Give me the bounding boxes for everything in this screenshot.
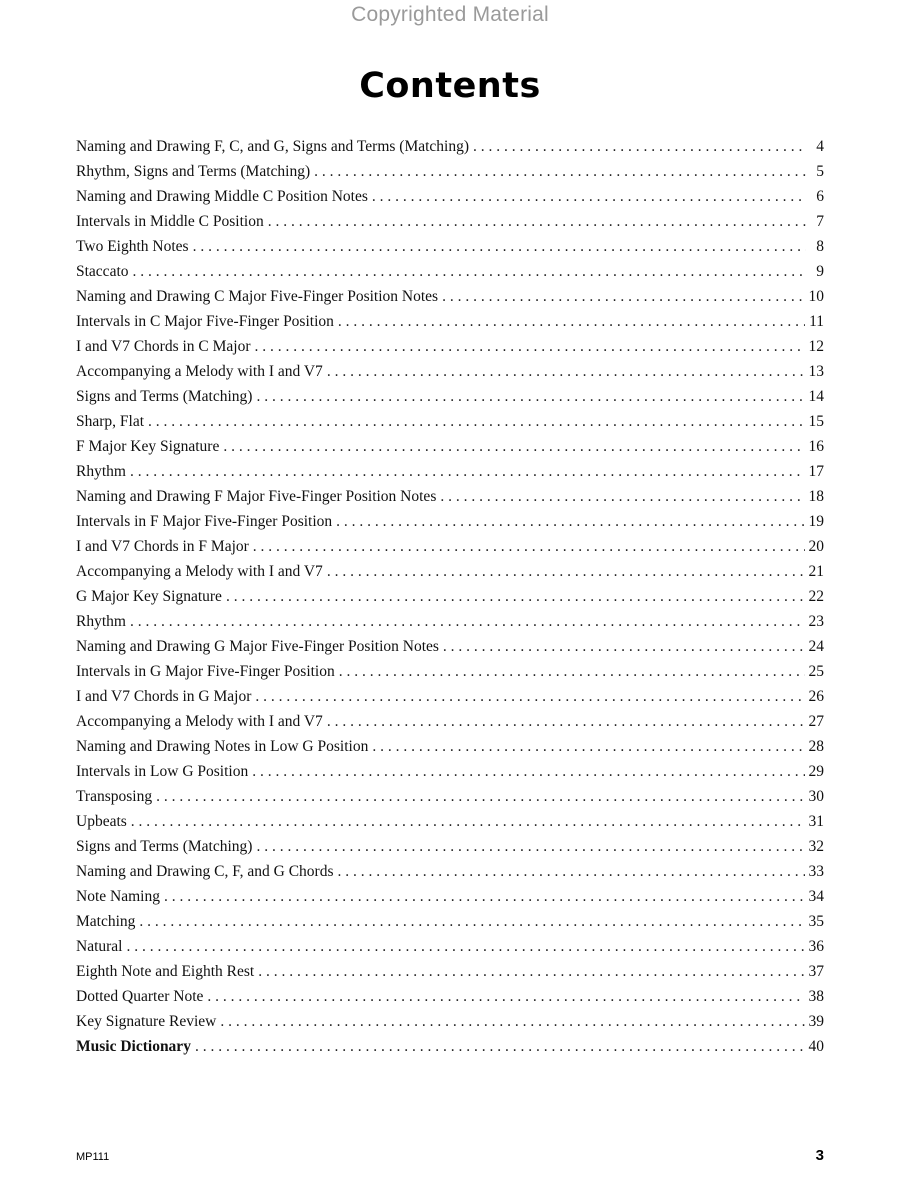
toc-entry-title: Intervals in G Major Five-Finger Position	[76, 663, 335, 680]
toc-entry-title: Upbeats	[76, 813, 127, 830]
toc-entry-title: Eighth Note and Eighth Rest	[76, 963, 255, 980]
toc-entry	[76, 134, 824, 159]
footer-book-code: MP111	[76, 1151, 110, 1163]
dot-leader	[255, 684, 804, 709]
toc-entry-page: 21	[808, 563, 824, 580]
toc-entry	[76, 984, 824, 1009]
dot-leader	[440, 484, 804, 509]
toc-entry-page: 15	[808, 413, 824, 430]
dot-leader	[473, 134, 806, 159]
toc-entry-title: Dotted Quarter Note	[76, 988, 204, 1005]
dot-leader	[256, 384, 804, 409]
dot-leader	[223, 434, 804, 459]
toc-entry-page: 38	[808, 988, 824, 1005]
toc-entry	[76, 734, 824, 759]
toc-entry-page: 39	[808, 1013, 824, 1030]
toc-entry-page: 26	[808, 688, 824, 705]
toc-entry-title: Naming and Drawing C, F, and G Chords	[76, 863, 334, 880]
toc-entry	[76, 834, 824, 859]
dot-leader	[268, 209, 806, 234]
toc-entry-title: Key Signature Review	[76, 1013, 217, 1030]
dot-leader	[148, 409, 804, 434]
toc-entry	[76, 584, 824, 609]
dot-leader	[372, 184, 806, 209]
toc-entry	[76, 409, 824, 434]
toc-entry-title: I and V7 Chords in G Major	[76, 688, 252, 705]
toc-entry	[76, 934, 824, 959]
toc-entry-page: 37	[808, 963, 824, 980]
dot-leader	[126, 934, 804, 959]
dot-leader	[220, 1009, 804, 1034]
toc-entry-page: 25	[808, 663, 824, 680]
toc-entry-title: I and V7 Chords in F Major	[76, 538, 249, 555]
dot-leader	[327, 709, 805, 734]
toc-entry	[76, 709, 824, 734]
toc-entry-title: Naming and Drawing F, C, and G, Signs and Terms (Matching)	[76, 138, 470, 155]
toc-entry	[76, 384, 824, 409]
toc-entry-title: Accompanying a Melody with I and V7	[76, 563, 323, 580]
toc-entry-title: Naming and Drawing G Major Five-Finger Position Notes	[76, 638, 439, 655]
toc-entry	[76, 309, 824, 334]
copyright-watermark: Copyrighted Material	[351, 3, 549, 26]
toc-entry	[76, 1034, 824, 1059]
toc-entry-title: F Major Key Signature	[76, 438, 220, 455]
dot-leader	[139, 909, 804, 934]
dot-leader	[442, 284, 804, 309]
toc-entry-title: Note Naming	[76, 888, 160, 905]
dot-leader	[193, 234, 806, 259]
toc-entry	[76, 859, 824, 884]
dot-leader	[130, 459, 805, 484]
dot-leader	[327, 559, 805, 584]
dot-leader	[226, 584, 805, 609]
toc-entry-title: Rhythm	[76, 613, 126, 630]
toc-entry-title: Signs and Terms (Matching)	[76, 838, 253, 855]
toc-entry-page: 32	[808, 838, 824, 855]
toc-entry-title: Intervals in C Major Five-Finger Position	[76, 313, 334, 330]
toc-entry-page: 34	[808, 888, 824, 905]
toc-entry	[76, 484, 824, 509]
toc-entry-page: 29	[808, 763, 824, 780]
toc-entry-page: 5	[816, 163, 824, 180]
toc-entry-page: 27	[808, 713, 824, 730]
dot-leader	[339, 659, 805, 684]
dot-leader	[327, 359, 805, 384]
toc-entry-title: Rhythm	[76, 463, 126, 480]
dot-leader	[338, 859, 805, 884]
toc-entry-page: 18	[808, 488, 824, 505]
toc-entry-page: 9	[816, 263, 824, 280]
toc-entry-page: 35	[808, 913, 824, 930]
toc-entry	[76, 509, 824, 534]
toc-entry-title: Intervals in Low G Position	[76, 763, 249, 780]
toc-entry	[76, 234, 824, 259]
toc-entry-page: 10	[808, 288, 824, 305]
dot-leader	[133, 259, 806, 284]
dot-leader	[443, 634, 805, 659]
dot-leader	[130, 609, 805, 634]
toc-entry-title: Matching	[76, 913, 136, 930]
toc-entry	[76, 959, 824, 984]
dot-leader	[258, 959, 804, 984]
dot-leader	[156, 784, 804, 809]
toc-entry	[76, 334, 824, 359]
footer-page-number: 3	[815, 1147, 824, 1164]
dot-leader	[255, 334, 805, 359]
toc-entry-page: 19	[808, 513, 824, 530]
dot-leader	[338, 309, 805, 334]
dot-leader	[314, 159, 806, 184]
toc-entry	[76, 809, 824, 834]
toc-entry	[76, 659, 824, 684]
toc-entry-page: 23	[808, 613, 824, 630]
dot-leader	[372, 734, 804, 759]
toc-entry-page: 30	[808, 788, 824, 805]
toc-entry	[76, 884, 824, 909]
toc-entry-title: Transposing	[76, 788, 153, 805]
toc-entry-page: 6	[816, 188, 824, 205]
toc-entry-page: 8	[816, 238, 824, 255]
dot-leader	[336, 509, 804, 534]
toc-entry-title: Naming and Drawing C Major Five-Finger Position Notes	[76, 288, 439, 305]
toc-entry-title: Intervals in Middle C Position	[76, 213, 264, 230]
toc-entry-page: 24	[808, 638, 824, 655]
toc-entry-title: Rhythm, Signs and Terms (Matching)	[76, 163, 311, 180]
toc-entry-title: Natural	[76, 938, 123, 955]
table-of-contents	[76, 134, 824, 1059]
toc-entry	[76, 209, 824, 234]
toc-entry	[76, 159, 824, 184]
page-title: Contents	[359, 66, 541, 106]
toc-entry-title: Accompanying a Melody with I and V7	[76, 713, 323, 730]
dot-leader	[195, 1034, 805, 1059]
dot-leader	[256, 834, 804, 859]
toc-entry	[76, 1009, 824, 1034]
toc-entry	[76, 784, 824, 809]
toc-entry-page: 13	[808, 363, 824, 380]
toc-entry-page: 36	[808, 938, 824, 955]
toc-entry	[76, 559, 824, 584]
dot-leader	[207, 984, 804, 1009]
toc-entry	[76, 259, 824, 284]
toc-entry-page: 12	[808, 338, 824, 355]
toc-entry	[76, 909, 824, 934]
toc-entry-title: Accompanying a Melody with I and V7	[76, 363, 323, 380]
dot-leader	[131, 809, 805, 834]
toc-entry-page: 40	[808, 1038, 824, 1055]
toc-entry-title: Staccato	[76, 263, 129, 280]
dot-leader	[164, 884, 805, 909]
toc-entry	[76, 459, 824, 484]
toc-entry-title: Naming and Drawing F Major Five-Finger Position Notes	[76, 488, 437, 505]
toc-entry-page: 7	[816, 213, 824, 230]
dot-leader	[253, 534, 805, 559]
toc-entry-title: I and V7 Chords in C Major	[76, 338, 251, 355]
toc-entry-title: Naming and Drawing Notes in Low G Position	[76, 738, 369, 755]
toc-entry	[76, 284, 824, 309]
toc-entry	[76, 684, 824, 709]
toc-entry-page: 16	[808, 438, 824, 455]
toc-entry	[76, 184, 824, 209]
toc-entry-page: 11	[809, 313, 824, 330]
toc-entry-title: Intervals in F Major Five-Finger Position	[76, 513, 333, 530]
toc-entry-title: Signs and Terms (Matching)	[76, 388, 253, 405]
toc-entry	[76, 609, 824, 634]
toc-entry-page: 31	[808, 813, 824, 830]
toc-entry	[76, 634, 824, 659]
toc-entry-page: 14	[808, 388, 824, 405]
toc-entry-page: 17	[808, 463, 824, 480]
toc-entry-title: G Major Key Signature	[76, 588, 222, 605]
toc-entry-title: Music Dictionary	[76, 1038, 191, 1055]
toc-entry-page: 28	[808, 738, 824, 755]
toc-entry-page: 20	[808, 538, 824, 555]
toc-entry	[76, 434, 824, 459]
toc-entry-title: Naming and Drawing Middle C Position Notes	[76, 188, 368, 205]
dot-leader	[252, 759, 804, 784]
toc-entry	[76, 759, 824, 784]
toc-entry	[76, 359, 824, 384]
toc-entry	[76, 534, 824, 559]
toc-entry-page: 22	[808, 588, 824, 605]
toc-entry-title: Sharp, Flat	[76, 413, 145, 430]
toc-entry-title: Two Eighth Notes	[76, 238, 189, 255]
toc-entry-page: 33	[808, 863, 824, 880]
toc-entry-page: 4	[816, 138, 824, 155]
